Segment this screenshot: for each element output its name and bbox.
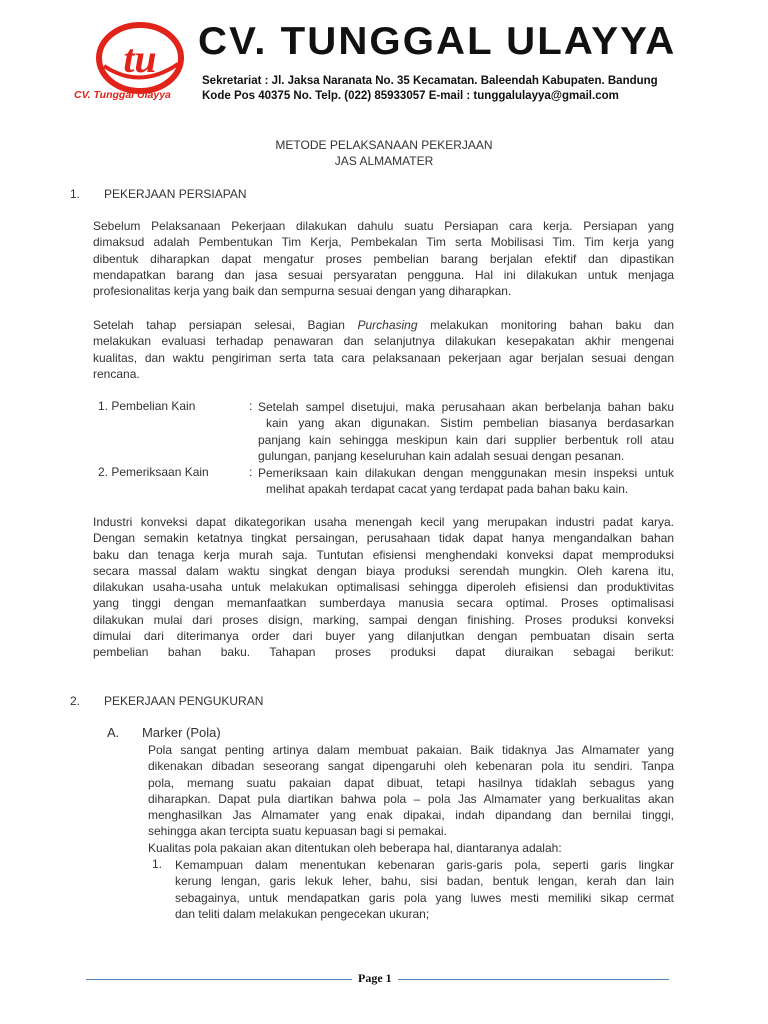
list-item-1-text [175,857,674,922]
paragraph-line: sehingga akan tercipta suatu kepuasan bagi si pemakai. [148,824,447,839]
para2-post: melakukan monitoring bahan baku dan [430,318,674,332]
section-2-paragraph-2 [148,840,674,856]
paragraph-line: Industri konveksi dapat dikategorikan usaha menengah kecil yang merupakan industri padat karya. [93,515,674,529]
paragraph-line: dikenakan dibadan seseorang sangat dipengaruhi oleh kebenaran pola itu sendiri. Tanpa [148,759,674,774]
section-1-paragraph-1 [93,218,674,299]
paragraph-line: Kualitas pola pakaian akan ditentukan oleh beberapa hal, diantaranya adalah: [148,841,562,855]
logo-icon [94,20,186,100]
paragraph-line: Sebelum Pelaksanaan Pekerjaan dilakukan dahulu suatu Persiapan cara kerja. Persiapan yang [93,219,674,233]
section-2-heading: PEKERJAAN PENGUKURAN [104,694,264,708]
paragraph-line: secara massal dalam waktu singkat dengan biaya produksi serendah mungkin. Oleh karena itu, [93,563,674,578]
section-1-number: 1. [70,187,81,201]
document-subtitle: JAS ALMAMATER [334,154,434,168]
page-number: Page 1 [352,971,398,986]
section-1-heading: PEKERJAAN PERSIAPAN [104,187,247,201]
item-1-label: 1. Pembelian Kain [98,399,196,413]
paragraph-line-first [93,317,674,333]
section-2-paragraph-1 [148,742,674,840]
paragraph-line: yang tinggi dengan memanfaatkan sumberdaya manusia secara optimal. Proses optimalisasi [93,596,674,611]
section-1-paragraph-3 [93,514,674,661]
subsection-a-heading: Marker (Pola) [142,725,221,740]
logo-caption: CV. Tunggal Ulayya [74,89,171,101]
paragraph-line: pola, memang suatu pakaian dapat dibuat, tetapi hasilnya tidaklah sebagus yang [148,775,674,790]
company-logo [94,20,186,100]
paragraph-line: rencana. [93,366,140,381]
paragraph-line: dibentuk diharapkan dapat mengatur proses pembelian barang berjalan efektif dan dipastikan [93,251,674,266]
paragraph-line: mendapatkan barang dan jasa sesuai persyaratan pengguna. Hal ini dilakukan untuk menjaga [93,267,674,282]
list-line: dan teliti dalam melakukan pengecekan ukuran; [175,906,430,921]
paragraph-line: pembelian bahan baku. Tahapan proses produksi dapat diuraikan sebagai berikut: [93,645,674,660]
paragraph-line: melakukan evaluasi terhadap penawaran dan selanjutnya dilakukan kesepakatan akhir mengenai [93,334,674,349]
purchasing-term: Purchasing [357,318,418,332]
paragraph-line: dimaksud adalah Pembentukan Tim Kerja, Pembekalan Tim serta Mobilisasi Tim. Tim kerja yang [93,235,674,250]
item-2-label: 2. Pemeriksaan Kain [98,465,209,479]
item-2-colon: : [249,465,253,479]
paragraph-line: dilakukan usaha-usaha untuk melakukan optimalisasi sehingga diperoleh efisiensi dan produktivitas [93,580,674,595]
paragraph-line: diharapkan. Dapat pula diartikan bahwa pola – pola Jas Almamater yang berkualitas akan [148,791,674,806]
paragraph-line: menghasilkan Jas Almamater yang enak dipakai, indah dipandang dan bernilai tinggi, [148,808,674,823]
paragraph-line: Dengan semakin ketatnya tingkat persaingan, perusahaan tidak dapat hanya mengandalkan bahan [93,531,674,546]
item-line: Setelah sampel disetujui, maka perusahaan akan berbelanja bahan baku [258,400,674,414]
section-2-number: 2. [70,694,81,708]
list-line: sebagainya, untuk mendapatkan garis pola yang luwes mesti memiliki sikap cermat [175,890,674,905]
paragraph-line: kualitas, dan waktu pengiriman serta tata cara pelaksanaan pekerjaan agar berjalan sesuai dengan [93,350,674,365]
paragraph-line: baku dan tenaga kerja murah saja. Tuntutan efisiensi menghendaki konveksi dapat memproduksi [93,547,674,562]
paragraph-line: dilakukan mulai dari proses disign, marking, sampai dengan finishing. Proses produksi konveksi [93,612,674,627]
item-2-description [258,465,674,498]
company-name: CV. TUNGGAL ULAYYA [198,20,677,63]
item-1-description [258,399,674,464]
document-title: METODE PELAKSANAAN PEKERJAAN [275,138,493,152]
item-line: gulungan, panjang keseluruhan kain adalah sesuai dengan pesanan. [258,448,625,463]
paragraph-line: dimulai dari diterimanya order dari buyer yang dilanjutkan dengan pembuatan disain serta [93,629,674,644]
item-line: Pemeriksaan kain dilakukan dengan menggunakan mesin inspeksi untuk [258,466,674,480]
paragraph-line: Pola sangat penting artinya dalam membuat pakaian. Baik tidaknya Jas Almamater yang [148,743,674,757]
subsection-a-letter: A. [107,725,120,740]
item-line: panjang kain sehingga meskipun kain dari supplier berbentuk roll atau [258,432,674,447]
address-line-1: Sekretariat : Jl. Jaksa Naranata No. 35 Kecamatan. Baleendah Kabupaten. Bandung [202,75,658,87]
section-1-paragraph-2 [93,317,674,382]
list-item-1-number: 1. [152,857,163,871]
item-line: melihat apakah terdapat cacat yang terdapat pada bahan baku kain. [266,482,629,497]
item-line: kain yang akan digunakan. Sistim pembelian biasanya berdasarkan [266,416,674,431]
list-line: kerung lengan, garis lekuk leher, bahu, sisi badan, bentuk lengan, kerah dan lain [175,874,674,889]
logo-text: tu [123,36,157,81]
address-line-2: Kode Pos 40375 No. Telp. (022) 85933057 E-mail : tunggalulayya@gmail.com [202,90,619,102]
list-line: Kemampuan dalam menentukan kebenaran garis-garis pola, seperti garis lingkar [175,858,674,872]
paragraph-line: profesionalitas kerja yang baik dan sempurna sesuai dengan yang diharapkan. [93,284,512,299]
item-1-colon: : [249,399,253,413]
para2-pre: Setelah tahap persiapan selesai, Bagian [93,318,345,332]
